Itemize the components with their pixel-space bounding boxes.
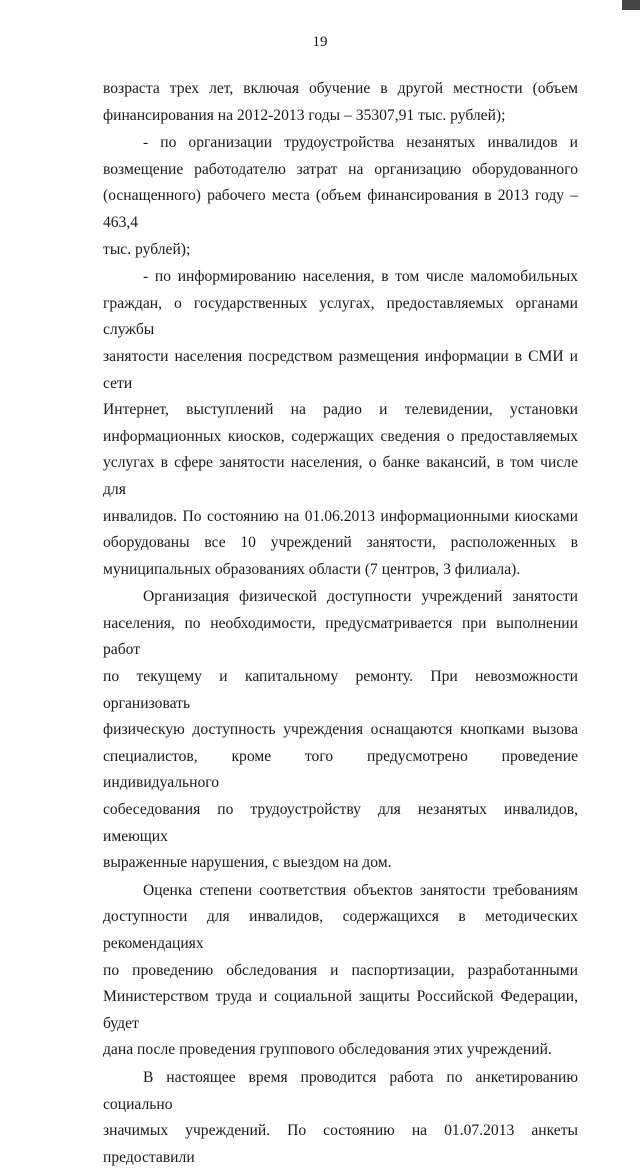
text-line: по текущему и капитальному ремонту. При невозможности организовать <box>103 668 578 712</box>
text-line: тыс. рублей); <box>103 240 191 258</box>
text-line: услугах в сфере занятости населения, о банке вакансий, в том числе для <box>103 454 578 498</box>
text-line: доступности для инвалидов, содержащихся в методических рекомендациях <box>103 908 578 952</box>
text-line: граждан, о государственных услугах, предоставляемых органами службы <box>103 294 578 339</box>
document-body <box>103 76 578 1171</box>
text-line: Оценка степени соответствия объектов занятости требованиям <box>143 881 578 899</box>
page-number: 19 <box>312 34 328 50</box>
text-line: инвалидов. По состоянию на 01.06.2013 информационными киосками <box>103 507 578 525</box>
text-line: дана после проведения группового обследования этих учреждений. <box>103 1041 552 1059</box>
text-line: - по информированию населения, в том числе маломобильных <box>143 268 578 286</box>
text-line: возраста трех лет, включая обучение в другой местности (объем <box>103 80 578 97</box>
text-line: собеседования по трудоустройству для незанятых инвалидов, имеющих <box>103 801 578 845</box>
text-line: физическую доступность учреждения оснащаются кнопками вызова <box>103 721 578 739</box>
scan-corner-mark <box>622 0 640 10</box>
text-line: занятости населения посредством размещения информации в СМИ и сети <box>103 347 578 392</box>
text-line: возмещение работодателю затрат на организацию оборудованного <box>103 160 578 178</box>
text-line: Интернет, выступлений на радио и телевидении, установки <box>103 401 578 419</box>
text-line: муниципальных образованиях области (7 центров, 3 филиала). <box>103 560 521 578</box>
text-line: В настоящее время проводится работа по анкетированию социально <box>103 1068 578 1113</box>
text-line: (оснащенного) рабочего места (объем финансирования в 2013 году – 463,4 <box>103 187 578 231</box>
text-line: населения, по необходимости, предусматривается при выполнении работ <box>103 614 578 659</box>
text-line: значимых учреждений. По состоянию на 01.07.2013 анкеты предоставили <box>103 1122 578 1166</box>
text-line: выраженные нарушения, с выездом на дом. <box>103 854 392 872</box>
text-line: специалистов, кроме того предусмотрено проведение индивидуального <box>103 747 578 792</box>
text-line: Организация физической доступности учреждений занятости <box>143 588 578 606</box>
text-line: финансирования на 2012-2013 годы – 35307,91 тыс. рублей); <box>103 106 506 124</box>
text-line: информационных киосков, содержащих сведения о предоставляемых <box>103 427 578 445</box>
text-line: - по организации трудоустройства незанятых инвалидов и <box>143 134 578 152</box>
text-line: оборудованы все 10 учреждений занятости, расположенных в <box>103 534 578 552</box>
text-line: Министерством труда и социальной защиты Российской Федерации, будет <box>103 988 578 1032</box>
text-line: по проведению обследования и паспортизации, разработанными <box>103 961 578 979</box>
